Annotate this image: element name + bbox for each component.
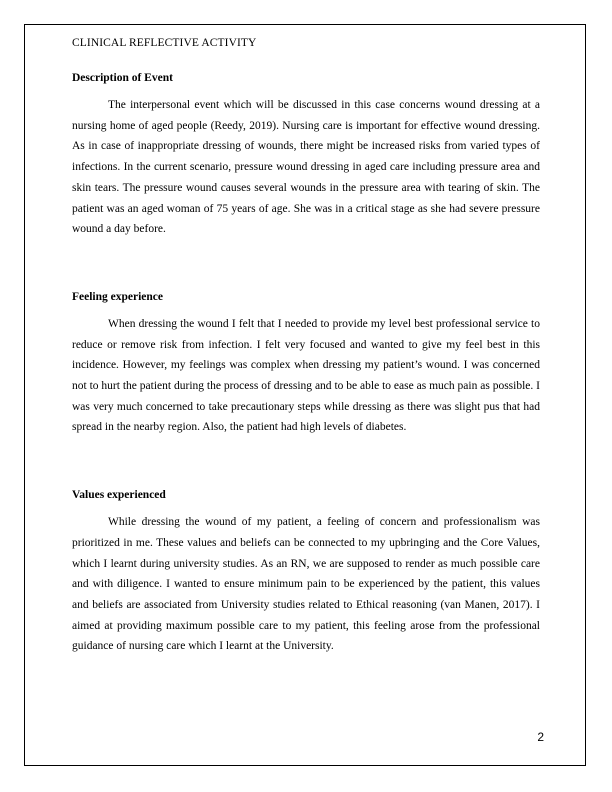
running-head: CLINICAL REFLECTIVE ACTIVITY <box>72 37 257 49</box>
section-heading-values: Values experienced <box>72 489 166 502</box>
document-body <box>72 36 540 657</box>
section-heading-description: Description of Event <box>72 72 173 84</box>
section-paragraph-description: The interpersonal event which will be discussed in this case concerns wound dressing at a nursing home of aged people (Reedy, 2019). Nursing care is important for effective wound dressing. As in case of inappropriate dressing of wounds, there might be increased risks from varied types of infections. In the current scenario, pressure wound dressing in aged care including pressure area and skin tears. The pressure wound causes several wounds in the pressure area with tearing of skin. The patient was an aged woman of 75 years of age. She was in a critical stage as she had severe pressure wound a day before. <box>72 99 540 236</box>
page-number: 2 <box>537 730 544 744</box>
section-paragraph-values: While dressing the wound of my patient, a feeling of concern and professionalism was prioritized in me. These values and beliefs can be connected to my upbringing and the Core Values, which I learnt during university studies. As an RN, we are supposed to render as much possible care and with diligence. I wanted to ensure minimum pain to be experienced by the patient, this values and beliefs are associated from University studies related to Ethical reasoning (van Manen, 2017). I aimed at providing maximum possible care to my patient, this feeling arose from the professional guidance of nursing care which I learnt at the University. <box>72 516 540 653</box>
section-heading-feeling: Feeling experience <box>72 290 164 303</box>
section-paragraph-feeling: When dressing the wound I felt that I needed to provide my level best professional service to reduce or remove risk from infection. I felt very focused and wanted to give my feel best in this incidence. However, my feelings was complex when dressing my patient’s wound. I was concerned not to hurt the patient during the process of dressing and to be able to ease as much pain as possible. I was very much concerned to take precautionary steps while dressing as there was slight pus that had spread in the nearby region. Also, the patient had high levels of diabetes. <box>72 317 540 434</box>
